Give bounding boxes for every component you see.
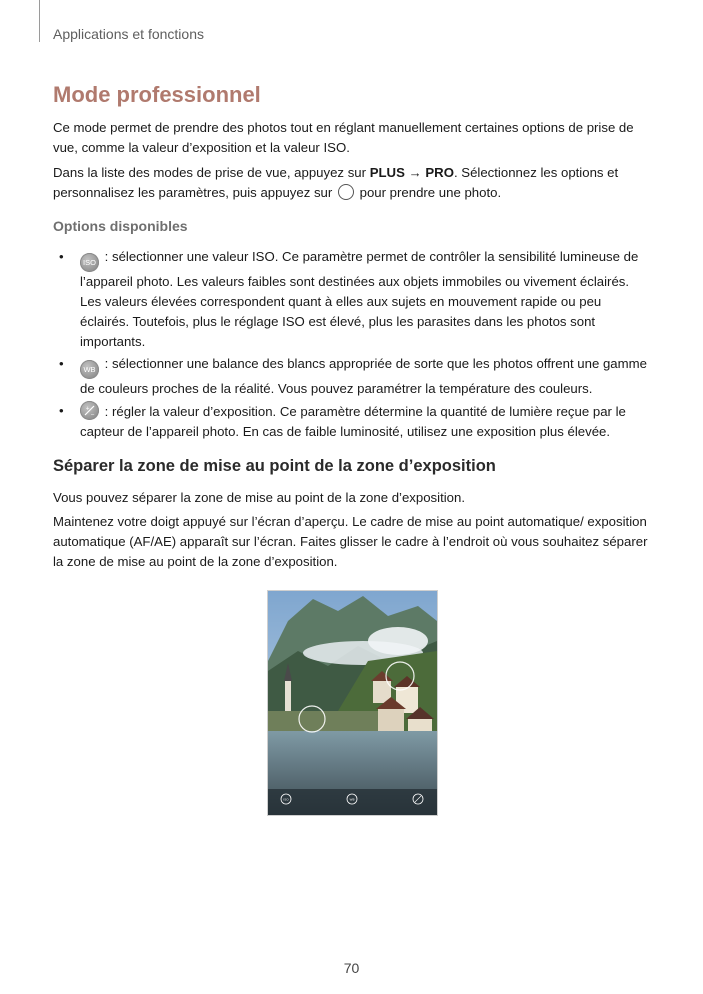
instruction-text-middle: . Sélectionnez les options et personnalisez les paramètres, puis appuyez sur [53, 165, 619, 200]
church-tower [285, 681, 291, 716]
svg-text:+: + [85, 406, 90, 412]
instruction-text-before: Dans la liste des modes de prise de vue, appuyez sur [53, 165, 370, 180]
bullet-dot: • [59, 249, 64, 264]
focus-paragraph-1: Vous pouvez séparer la zone de mise au point de la zone d’exposition. [53, 490, 466, 505]
margin-rule [39, 0, 40, 42]
arrow-text: → [404, 165, 426, 180]
svg-text:−: − [90, 412, 95, 418]
instruction-paragraph [53, 163, 653, 203]
option-exposure-text: : régler la valeur d’exposition. Ce paramètre détermine la quantité de lumière reçue par le capteur de l’appareil photo. En cas de faible luminosité, utilisez une exposition plus élevée. [80, 404, 626, 439]
instruction-text-after: pour prendre une photo. [355, 185, 502, 200]
focus-section-title: Séparer la zone de mise au point de la zone d’exposition [53, 457, 496, 475]
bullet-dot: • [59, 403, 64, 418]
bottom-bar [268, 789, 437, 815]
pro-label: PRO [425, 165, 454, 180]
option-white-balance [53, 354, 653, 399]
section-title: Mode professionnel [53, 82, 261, 107]
intro-paragraph: Ce mode permet de prendre des photos tout en réglant manuellement certaines options de prise de vue, comme la valeur d’exposition et la valeur ISO. [53, 120, 634, 155]
wb-icon-label: WB [349, 797, 355, 802]
exposure-icon [80, 401, 99, 420]
option-iso-text: : sélectionner une valeur ISO. Ce paramètre permet de contrôler la sensibilité lumineuse de l’appareil photo. Les valeurs faibles sont destinées aux objets immobiles ou vivement éclairés. Les valeurs élevées correspondent quant à elles aux sujets en mouvement rapide ou peu éclairés. Toutefois, plus le réglage ISO est élevé, plus les parasites dans les photos sont importants. [80, 249, 639, 349]
options-list [53, 247, 653, 444]
option-iso [53, 247, 653, 352]
options-heading: Options disponibles [53, 218, 188, 234]
page-number: 70 [343, 960, 360, 976]
shoreline [268, 711, 378, 731]
running-header: Applications et fonctions [53, 26, 204, 42]
camera-preview-illustration [268, 591, 437, 815]
iso-icon: ISO [80, 253, 99, 272]
camera-preview-screenshot [267, 590, 438, 816]
plus-label: PLUS [369, 165, 405, 180]
shutter-button-icon [338, 184, 354, 200]
white-balance-icon: WB [80, 360, 99, 379]
bullet-dot: • [59, 356, 64, 371]
option-exposure [53, 401, 653, 442]
focus-paragraph-2: Maintenez votre doigt appuyé sur l’écran d’aperçu. Le cadre de mise au point automatique/ exposition automatique (AF/AE) apparaît sur l’écran. Faites glisser le cadre à l’endroit où vous souhaitez séparer la zone de mise au point de la zone d’exposition. [53, 514, 648, 569]
cloud [368, 627, 428, 655]
iso-icon-label: ISO [283, 797, 289, 802]
option-white-balance-text: : sélectionner une balance des blancs appropriée de sorte que les photos offrent une gamme de couleurs proches de la réalité. Vous pouvez paramétrer la température des couleurs. [80, 356, 647, 396]
